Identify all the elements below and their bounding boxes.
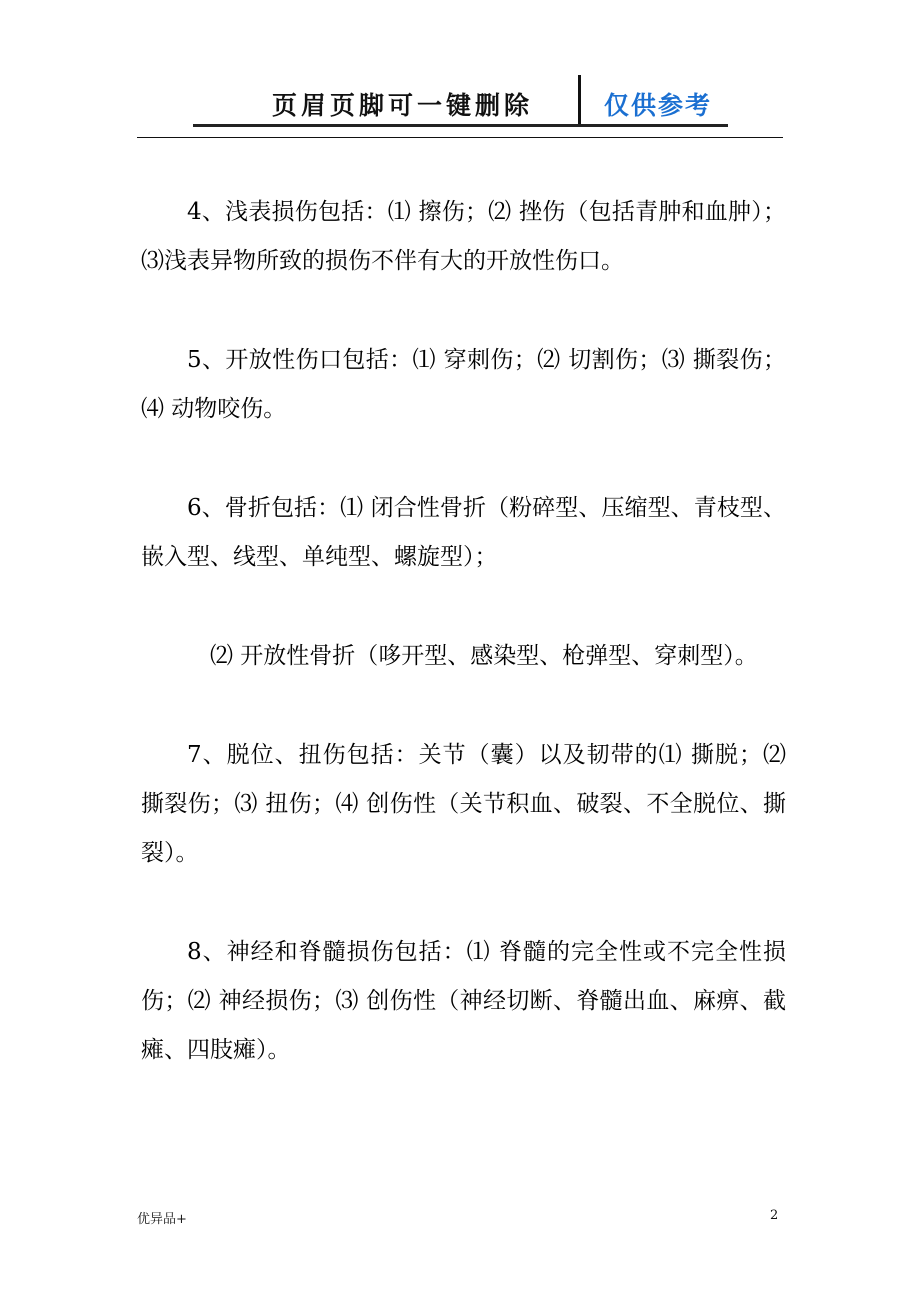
header-right-text: 仅供参考 — [604, 91, 713, 120]
header-left-text: 页眉页脚可一键删除 — [272, 91, 534, 120]
footer-left-text: 优异品+ — [137, 1212, 187, 1227]
paragraph-nerve-injury: 8、神经和脊髓损伤包括：⑴ 脊髓的完全性或不完全性损伤；⑵ 神经损伤；⑶ 创伤性（神经切断、脊髓出血、麻痹、截瘫、四肢瘫）。 — [141, 939, 786, 1063]
page-header — [0, 0, 920, 140]
document-body — [141, 188, 786, 1125]
header-rule — [137, 137, 783, 138]
paragraph-fracture: 6、骨折包括：⑴ 闭合性骨折（粉碎型、压缩型、青枝型、嵌入型、线型、单纯型、螺旋型）； — [141, 495, 786, 570]
header-divider — [578, 75, 581, 125]
header-underline — [193, 124, 728, 127]
paragraph-open-fracture: ⑵ 开放性骨折（哆开型、感染型、枪弹型、穿刺型）。 — [210, 643, 758, 669]
paragraph-superficial-injury: 4、浅表损伤包括：⑴ 擦伤；⑵ 挫伤（包括青肿和血肿）；⑶浅表异物所致的损伤不伴有大的开放性伤口。 — [141, 199, 786, 274]
page-number: 2 — [770, 1208, 779, 1223]
paragraph-dislocation: 7、脱位、扭伤包括：关节（囊）以及韧带的⑴ 撕脱；⑵ 撕裂伤；⑶ 扭伤；⑷ 创伤性（关节积血、破裂、不全脱位、撕裂）。 — [141, 742, 786, 866]
paragraph-open-wound: 5、开放性伤口包括：⑴ 穿刺伤；⑵ 切割伤；⑶ 撕裂伤；⑷ 动物咬伤。 — [141, 347, 786, 422]
